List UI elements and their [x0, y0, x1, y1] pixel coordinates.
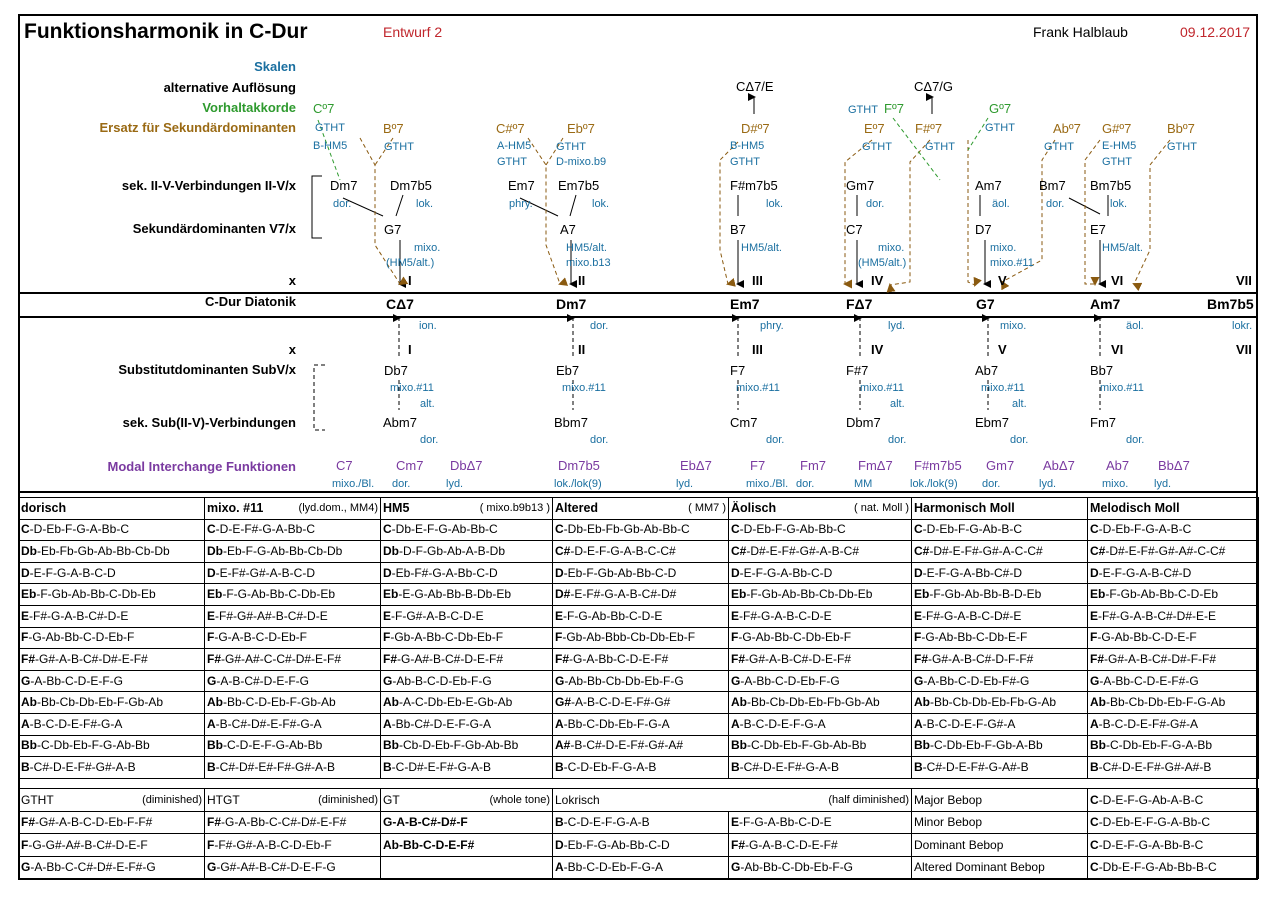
mode-label: (HM5/alt.) — [386, 257, 435, 269]
scale-cell: G-A-Bb-C-D-E-F#-G — [1088, 670, 1259, 692]
label-skalen: Skalen — [254, 59, 296, 74]
scale-cell: C-D-Eb-F-G-Ab-B-C — [912, 519, 1088, 541]
ersatz-chord: Abº7 — [1053, 121, 1081, 136]
mode-label: mixo. — [878, 242, 905, 254]
numeral: I — [408, 273, 412, 288]
scale-cell: F-G-Ab-Bb-C-D-E-F — [1088, 627, 1259, 649]
mode-label: GTHT — [384, 141, 414, 153]
mode-label: lyd. — [676, 478, 694, 490]
bebop-scale: C-Db-E-F-G-Ab-Bb-B-C — [1088, 856, 1259, 879]
subv-chord: Db7 — [384, 363, 408, 378]
scale-cell: Ab-Bb-Cb-Db-Eb-Fb-Gb-Ab — [729, 692, 912, 714]
scale-cell: Ab-A-C-Db-Eb-E-Gb-Ab — [381, 692, 553, 714]
iiv-chord: Bm7b5 — [1090, 178, 1132, 193]
iiv-chord: Em7b5 — [558, 178, 600, 193]
mode-label: dor. — [766, 434, 785, 446]
scale-cell: Ab-Bb-C-D-Eb-F-Gb-Ab — [205, 692, 381, 714]
diatonic-chord: G7 — [976, 296, 995, 312]
lokrisch-scale: A-Bb-C-D-Eb-F-G-A — [553, 856, 729, 879]
secondary-dominant: C7 — [846, 222, 863, 237]
mode-label: mixo.#11 — [390, 382, 434, 394]
label-modal: Modal Interchange Funktionen — [107, 459, 296, 474]
mode-label: dor. — [866, 198, 885, 210]
mode-label: lok./lok(9) — [910, 478, 958, 490]
mode-label: mixo.#11 — [990, 257, 1034, 269]
scale-cell: Ab-Bb-Cb-Db-Eb-F-Gb-Ab — [19, 692, 205, 714]
scale-cell: Ab-Bb-Cb-Db-Eb-F-G-Ab — [1088, 692, 1259, 714]
mode-label: mixo.#11 — [981, 382, 1025, 394]
scale-cell: A-B-C-D-E-F#-G-A — [19, 713, 205, 735]
ersatz-chord: Eº7 — [864, 121, 885, 136]
mode-label: dor. — [420, 434, 439, 446]
draft-label: Entwurf 2 — [383, 24, 443, 40]
scale-cell: C#-D-E-F-G-A-B-C-C# — [553, 541, 729, 563]
scale-cell: A-B-C-D-E-F-G-A — [729, 713, 912, 735]
mode-label: lokr. — [1232, 320, 1253, 332]
mode-label: mixo.#11 — [860, 382, 904, 394]
mode-label: GTHT — [730, 156, 760, 168]
scale-cell: G-Ab-Bb-Cb-Db-Eb-F-G — [553, 670, 729, 692]
table-row — [19, 541, 1259, 563]
mode-label: GTHT — [848, 104, 878, 116]
bebop-name: Major Bebop — [912, 789, 1088, 812]
scales-table — [18, 497, 1259, 779]
numeral: II — [578, 273, 586, 288]
label-vorhalt: Vorhaltakkorde — [202, 100, 296, 115]
alt-resolution: CΔ7/E — [736, 79, 774, 94]
mode-label: D-mixo.b9 — [556, 156, 607, 168]
mode-label: HM5/alt. — [741, 242, 782, 254]
lokrisch-scale: F#-G-A-B-C-D-E-F# — [729, 834, 912, 857]
scale-cell: Db-Eb-F-G-Ab-Bb-Cb-Db — [205, 541, 381, 563]
scale-cell: C-D-E-F#-G-A-Bb-C — [205, 519, 381, 541]
vorhalt-chord: Fº7 — [884, 101, 904, 116]
scale-cell: F-G-A-B-C-D-Eb-F — [205, 627, 381, 649]
ersatz-chord: C#º7 — [496, 121, 525, 136]
htgt-scale: G-G#-A#-B-C#-D-E-F-G — [205, 856, 381, 879]
secondary-dominant: A7 — [560, 222, 576, 237]
secondary-dominant: E7 — [1090, 222, 1106, 237]
sub-iiv-chord: Abm7 — [383, 415, 417, 430]
scale-cell: G-Ab-B-C-D-Eb-F-G — [381, 670, 553, 692]
mode-label: B-HM5 — [730, 140, 765, 152]
gtht-header: GTHT (diminished) — [19, 789, 205, 812]
scale-header: Melodisch Moll — [1088, 498, 1259, 520]
bebop-scale: C-D-Eb-E-F-G-A-Bb-C — [1088, 811, 1259, 834]
numeral: IV — [871, 342, 884, 357]
mode-label: GTHT — [985, 122, 1015, 134]
scale-cell: A-Bb-C-Db-Eb-F-G-A — [553, 713, 729, 735]
scale-cell: A-B-C#-D#-E-F#-G-A — [205, 713, 381, 735]
scale-header: Harmonisch Moll — [912, 498, 1088, 520]
mode-label: alt. — [420, 398, 435, 410]
scale-cell: F-G-Ab-Bb-C-Db-E-F — [912, 627, 1088, 649]
mode-label: mixo.#11 — [562, 382, 606, 394]
scale-cell: E-F#-G-A-B-C-D-E — [729, 605, 912, 627]
mode-label: MM — [854, 478, 873, 490]
mode-label: dor. — [392, 478, 411, 490]
ersatz-chord: Ebº7 — [567, 121, 595, 136]
diatonic-chord: Bm7b5 — [1207, 296, 1254, 312]
modal-chord: Ab7 — [1106, 458, 1130, 473]
scale-cell: D-E-F-G-A-B-C-D — [19, 562, 205, 584]
alt-resolution: CΔ7/G — [914, 79, 954, 94]
scale-cell: C#-D#-E-F#-G#-A#-C-C# — [1088, 541, 1259, 563]
scale-cell: B-C#-D-E-F#-G-A-B — [729, 757, 912, 779]
scale-header: Äolisch ( nat. Moll ) — [729, 498, 912, 520]
subv-chord: Bb7 — [1090, 363, 1114, 378]
scale-cell: B-C#-D-E-F#-G-A#-B — [912, 757, 1088, 779]
mode-label: lok./lok(9) — [554, 478, 602, 490]
numeral: I — [408, 342, 412, 357]
scale-header: Altered ( MM7 ) — [553, 498, 729, 520]
mode-label: äol. — [1126, 320, 1144, 332]
subv-chord: F7 — [730, 363, 746, 378]
table-row — [19, 713, 1259, 735]
modal-chord: FmΔ7 — [858, 458, 893, 473]
scale-cell: G-A-Bb-C-D-E-F-G — [19, 670, 205, 692]
scale-cell: E-F#-G#-A#-B-C#-D-E — [205, 605, 381, 627]
scale-cell: Eb-E-G-Ab-Bb-B-Db-Eb — [381, 584, 553, 606]
scale-cell: Bb-C-D-E-F-G-Ab-Bb — [205, 735, 381, 757]
modal-chord: Gm7 — [986, 458, 1015, 473]
ersatz-chord: Bº7 — [383, 121, 404, 136]
mode-label: HM5/alt. — [566, 242, 607, 254]
numeral: III — [752, 273, 763, 288]
htgt-header: HTGT (diminished) — [205, 789, 381, 812]
scale-header: dorisch — [19, 498, 205, 520]
mode-label: (HM5/alt.) — [858, 257, 907, 269]
scale-cell: B-C-D-Eb-F-G-A-B — [553, 757, 729, 779]
mode-label: GTHT — [1102, 156, 1132, 168]
mode-label: dor. — [888, 434, 907, 446]
numeral: VI — [1111, 342, 1124, 357]
mode-label: dor. — [333, 198, 352, 210]
scale-cell: F-G-Ab-Bb-C-D-Eb-F — [19, 627, 205, 649]
scale-cell: Bb-C-Db-Eb-F-Gb-Ab-Bb — [729, 735, 912, 757]
scale-cell: F#-G#-A#-C-C#-D#-E-F# — [205, 649, 381, 671]
subv-chord: Eb7 — [556, 363, 580, 378]
iiv-chord: Dm7 — [330, 178, 358, 193]
mode-label: E-HM5 — [1102, 140, 1137, 152]
table-row — [19, 735, 1259, 757]
htgt-scale: F#-G-A-Bb-C-C#-D#-E-F# — [205, 811, 381, 834]
numeral: VII — [1236, 342, 1252, 357]
numeral: III — [752, 342, 763, 357]
table-row — [19, 757, 1259, 779]
mode-label: dor. — [1010, 434, 1029, 446]
mode-label: lyd. — [1154, 478, 1172, 490]
scale-cell: F#-G#-A-B-C#-D#-F-F# — [1088, 649, 1259, 671]
table-row — [19, 562, 1259, 584]
sub-iiv-chord: Dbm7 — [846, 415, 881, 430]
mode-label: alt. — [1012, 398, 1027, 410]
mode-label: GTHT — [497, 156, 527, 168]
mode-label: mixo./Bl. — [332, 478, 375, 490]
mode-label: mixo.#11 — [736, 382, 780, 394]
table-row — [19, 692, 1259, 714]
label-subiiv: sek. Sub(II-V)-Verbindungen — [122, 415, 296, 430]
modal-chord: Fm7 — [800, 458, 826, 473]
iiv-chord: Am7 — [975, 178, 1002, 193]
scale-cell: D-Eb-F#-G-A-Bb-C-D — [381, 562, 553, 584]
numeral: II — [578, 342, 586, 357]
diatonic-chord: Dm7 — [556, 296, 587, 312]
table-row — [19, 627, 1259, 649]
page-title: Funktionsharmonik in C-Dur — [24, 20, 308, 43]
sub-iiv-chord: Fm7 — [1090, 415, 1116, 430]
scale-cell: Db-Eb-Fb-Gb-Ab-Bb-Cb-Db — [19, 541, 205, 563]
modal-chord: F7 — [750, 458, 766, 473]
label-ersatz: Ersatz für Sekundärdominanten — [99, 120, 296, 135]
scale-cell: D-E-F-G-A-Bb-C-D — [729, 562, 912, 584]
label-x: x — [288, 273, 296, 288]
mode-label: lyd. — [1039, 478, 1057, 490]
mode-label: mixo. — [414, 242, 441, 254]
vorhalt-chord: Cº7 — [313, 101, 335, 116]
scale-cell: C-Db-E-F-G-Ab-Bb-C — [381, 519, 553, 541]
mode-label: GTHT — [862, 141, 892, 153]
mode-label: lyd. — [888, 320, 906, 332]
iiv-chord: Em7 — [508, 178, 535, 193]
gt-scale: Ab-Bb-C-D-E-F# — [381, 834, 553, 857]
mode-label: dor. — [1046, 198, 1065, 210]
scale-cell: Bb-C-Db-Eb-F-G-Ab-Bb — [19, 735, 205, 757]
secondary-dominant: G7 — [384, 222, 402, 237]
scale-header: HM5 ( mixo.b9b13 ) — [381, 498, 553, 520]
bebop-scale: C-D-E-F-G-A-Bb-B-C — [1088, 834, 1259, 857]
bottom-scales-table — [18, 788, 1259, 879]
scale-cell: E-F-G-Ab-Bb-C-D-E — [553, 605, 729, 627]
scale-header: mixo. #11 (lyd.dom., MM4) — [205, 498, 381, 520]
scale-cell: B-C-D#-E-F#-G-A-B — [381, 757, 553, 779]
mode-label: dor. — [796, 478, 815, 490]
mode-label: GTHT — [925, 141, 955, 153]
table-row — [19, 605, 1259, 627]
author: Frank Halblaub — [1033, 24, 1128, 40]
scale-cell: G-A-Bb-C-D-Eb-F#-G — [912, 670, 1088, 692]
mode-label: mixo./Bl. — [746, 478, 789, 490]
mode-label: dor. — [590, 434, 609, 446]
scale-cell: D-E-F-G-A-B-C#-D — [1088, 562, 1259, 584]
scale-cell: C-Db-Eb-Fb-Gb-Ab-Bb-C — [553, 519, 729, 541]
scale-cell: E-F-G#-A-B-C-D-E — [381, 605, 553, 627]
modal-chord: F#m7b5 — [914, 458, 962, 473]
mode-label: mixo. — [990, 242, 1017, 254]
mode-label: lok. — [416, 198, 434, 210]
scale-cell: Eb-F-G-Ab-Bb-C-Db-Eb — [205, 584, 381, 606]
lokrisch-scale: G-Ab-Bb-C-Db-Eb-F-G — [729, 856, 912, 879]
mode-label: GTHT — [1044, 141, 1074, 153]
mode-label: äol. — [992, 198, 1010, 210]
modal-chord: BbΔ7 — [1158, 458, 1190, 473]
mode-label: mixo.b13 — [566, 257, 611, 269]
sub-iiv-chord: Bbm7 — [554, 415, 588, 430]
iiv-chord: F#m7b5 — [730, 178, 778, 193]
label-subv: Substitutdominanten SubV/x — [118, 362, 296, 377]
label-alt: alternative Auflösung — [163, 80, 296, 95]
scale-cell: D-E-F#-G#-A-B-C-D — [205, 562, 381, 584]
diatonic-chord: Em7 — [730, 296, 760, 312]
table-row — [19, 584, 1259, 606]
modal-chord: AbΔ7 — [1043, 458, 1075, 473]
iiv-chord: Bm7 — [1039, 178, 1066, 193]
mode-label: lok. — [592, 198, 610, 210]
gtht-scale: G-A-Bb-C-C#-D#-E-F#-G — [19, 856, 205, 879]
scale-cell: F#-G#-A-B-C#-D-F-F# — [912, 649, 1088, 671]
mode-label: B-HM5 — [313, 140, 348, 152]
sub-iiv-chord: Cm7 — [730, 415, 758, 430]
mode-label: lok. — [1110, 198, 1128, 210]
modal-chord: Dm7b5 — [558, 458, 600, 473]
lokrisch-scale: D-Eb-F-G-Ab-Bb-C-D — [553, 834, 729, 857]
mode-label: GTHT — [556, 141, 586, 153]
vorhalt-chord: Gº7 — [989, 101, 1012, 116]
bebop-scale: C-D-E-F-G-Ab-A-B-C — [1088, 789, 1259, 812]
mode-label: mixo. — [1102, 478, 1129, 490]
date: 09.12.2017 — [1180, 24, 1251, 40]
bebop-name: Altered Dominant Bebop — [912, 856, 1088, 879]
scale-cell: F-G-Ab-Bb-C-Db-Eb-F — [729, 627, 912, 649]
scale-cell: F#-G-A#-B-C#-D-E-F# — [381, 649, 553, 671]
scale-cell: Eb-F-Gb-Ab-Bb-B-D-Eb — [912, 584, 1088, 606]
ersatz-chord: D#º7 — [741, 121, 770, 136]
mode-label: GTHT — [1167, 141, 1197, 153]
modal-chord: C7 — [336, 458, 353, 473]
scale-cell: E-F#-G-A-B-C#-D-E — [19, 605, 205, 627]
bebop-name: Dominant Bebop — [912, 834, 1088, 857]
scale-cell: A#-B-C#-D-E-F#-G#-A# — [553, 735, 729, 757]
numeral: VII — [1236, 273, 1252, 288]
gt-scale: G-A-B-C#-D#-F — [381, 811, 553, 834]
label-iiv: sek. II-V-Verbindungen II-V/x — [121, 178, 296, 193]
mode-label: phry. — [509, 198, 533, 210]
mode-label: GTHT — [315, 122, 345, 134]
subv-chord: F#7 — [846, 363, 869, 378]
scale-cell: C-D-Eb-F-G-A-Bb-C — [19, 519, 205, 541]
scale-cell: A-B-C-D-E-F#-G#-A — [1088, 713, 1259, 735]
htgt-scale: F-F#-G#-A-B-C-D-Eb-F — [205, 834, 381, 857]
mode-label: dor. — [982, 478, 1001, 490]
numeral: VI — [1111, 273, 1124, 288]
mode-label: phry. — [760, 320, 784, 332]
diatonic-chord: CΔ7 — [386, 296, 414, 312]
scale-cell: F#-G#-A-B-C#-D-E-F# — [729, 649, 912, 671]
scale-cell: Bb-C-Db-Eb-F-G-A-Bb — [1088, 735, 1259, 757]
scale-cell: E-F#-G-A-B-C#-D#-E-E — [1088, 605, 1259, 627]
lokrisch-scale: E-F-G-A-Bb-C-D-E — [729, 811, 912, 834]
subv-chord: Ab7 — [975, 363, 999, 378]
scale-cell: Eb-F-Gb-Ab-Bb-C-D-Eb — [1088, 584, 1259, 606]
mode-label: ion. — [419, 320, 437, 332]
numeral: V — [998, 273, 1007, 288]
scale-cell: G-A-B-C#-D-E-F-G — [205, 670, 381, 692]
label-diatonik: C-Dur Diatonik — [205, 294, 296, 309]
gtht-scale: F-G-G#-A#-B-C#-D-E-F — [19, 834, 205, 857]
sub-iiv-chord: Ebm7 — [975, 415, 1009, 430]
mode-label: lok. — [766, 198, 784, 210]
scale-cell: G#-A-B-C-D-E-F#-G# — [553, 692, 729, 714]
scale-cell: C#-D#-E-F#-G#-A-B-C# — [729, 541, 912, 563]
numeral: IV — [871, 273, 884, 288]
modal-chord: EbΔ7 — [680, 458, 712, 473]
scale-cell: F-Gb-Ab-Bbb-Cb-Db-Eb-F — [553, 627, 729, 649]
mode-label: A-HM5 — [497, 140, 532, 152]
secondary-dominant: B7 — [730, 222, 746, 237]
scale-cell: B-C#-D#-E#-F#-G#-A-B — [205, 757, 381, 779]
mode-label: HM5/alt. — [1102, 242, 1143, 254]
modal-chord: Cm7 — [396, 458, 424, 473]
scale-cell: D#-E-F#-G-A-B-C#-D# — [553, 584, 729, 606]
mode-label: dor. — [590, 320, 609, 332]
bebop-name: Minor Bebop — [912, 811, 1088, 834]
table-row — [19, 649, 1259, 671]
scale-cell: Db-D-F-Gb-Ab-A-B-Db — [381, 541, 553, 563]
label-sekdom: Sekundärdominanten V7/x — [132, 221, 296, 236]
ersatz-chord: Bbº7 — [1167, 121, 1195, 136]
scale-cell: Bb-Cb-D-Eb-F-Gb-Ab-Bb — [381, 735, 553, 757]
gtht-scale: F#-G#-A-B-C-D-Eb-F-F# — [19, 811, 205, 834]
mode-label: mixo.#11 — [1100, 382, 1144, 394]
lokrisch-scale: B-C-D-E-F-G-A-B — [553, 811, 729, 834]
scale-cell: B-C#-D-E-F#-G#-A-B — [19, 757, 205, 779]
mode-label: alt. — [890, 398, 905, 410]
mode-label: mixo. — [1000, 320, 1027, 332]
scale-cell: B-C#-D-E-F#-G#-A#-B — [1088, 757, 1259, 779]
gt-header: GT (whole tone) — [381, 789, 553, 812]
scale-cell: D-E-F-G-A-Bb-C#-D — [912, 562, 1088, 584]
scale-cell: Eb-F-Gb-Ab-Bb-C-Db-Eb — [19, 584, 205, 606]
scale-cell: F#-G#-A-B-C#-D#-E-F# — [19, 649, 205, 671]
scale-cell: D-Eb-F-Gb-Ab-Bb-C-D — [553, 562, 729, 584]
diatonic-chord: FΔ7 — [846, 296, 873, 312]
scale-cell: Bb-C-Db-Eb-F-Gb-A-Bb — [912, 735, 1088, 757]
scale-cell: F-Gb-A-Bb-C-Db-Eb-F — [381, 627, 553, 649]
ersatz-chord: G#º7 — [1102, 121, 1132, 136]
scale-cell: Eb-F-Gb-Ab-Bb-Cb-Db-Eb — [729, 584, 912, 606]
scale-cell: C-D-Eb-F-G-A-B-C — [1088, 519, 1259, 541]
scale-cell: C-D-Eb-F-G-Ab-Bb-C — [729, 519, 912, 541]
scale-cell: E-F#-G-A-B-C-D#-E — [912, 605, 1088, 627]
iiv-chord: Gm7 — [846, 178, 875, 193]
scale-cell: A-Bb-C#-D-E-F-G-A — [381, 713, 553, 735]
secondary-dominant: D7 — [975, 222, 992, 237]
mode-label: dor. — [1126, 434, 1145, 446]
gt-scale — [381, 856, 553, 879]
scale-cell: G-A-Bb-C-D-Eb-F-G — [729, 670, 912, 692]
table-row — [19, 670, 1259, 692]
modal-chord: DbΔ7 — [450, 458, 483, 473]
scale-cell: A-B-C-D-E-F-G#-A — [912, 713, 1088, 735]
numeral: V — [998, 342, 1007, 357]
scale-cell: Ab-Bb-Cb-Db-Eb-Fb-G-Ab — [912, 692, 1088, 714]
iiv-chord: Dm7b5 — [390, 178, 432, 193]
lokrisch-header: Lokrisch (half diminished) — [553, 789, 912, 812]
scale-cell: F#-G-A-Bb-C-D-E-F# — [553, 649, 729, 671]
mode-label: lyd. — [446, 478, 464, 490]
label-x2: x — [288, 342, 296, 357]
diatonic-chord: Am7 — [1090, 296, 1121, 312]
scale-cell: C#-D#-E-F#-G#-A-C-C# — [912, 541, 1088, 563]
ersatz-chord: F#º7 — [915, 121, 943, 136]
table-row — [19, 519, 1259, 541]
